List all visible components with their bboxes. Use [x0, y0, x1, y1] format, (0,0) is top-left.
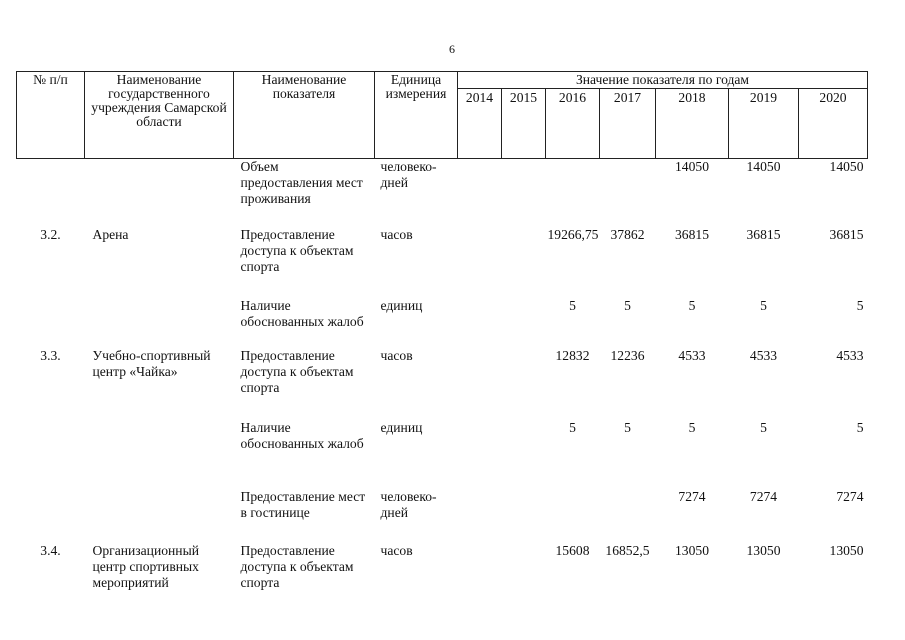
table-row [17, 420, 868, 489]
header-year-2017: 2017 [600, 89, 656, 159]
value-2017: 37862 [610, 226, 645, 242]
value-2019: 36815 [746, 226, 781, 242]
value-2014 [458, 159, 502, 227]
row-unit: единиц [380, 297, 423, 313]
value-2020: 36815 [829, 226, 864, 242]
value-2015 [502, 298, 546, 348]
table-row [17, 227, 868, 298]
row-num [17, 420, 85, 489]
header-year-2016: 2016 [546, 89, 600, 159]
value-2018: 7274 [678, 488, 706, 504]
table-row [17, 489, 868, 543]
row-unit: часов [380, 226, 413, 242]
value-2018: 5 [688, 297, 696, 313]
row-institution: Организационный центр спортивных мероприятий [92, 542, 199, 590]
row-num: 3.4. [40, 542, 61, 558]
value-2016: 5 [569, 419, 576, 435]
value-2019: 5 [760, 297, 767, 313]
value-2017 [600, 159, 656, 227]
header-year-2014: 2014 [458, 89, 502, 159]
value-2015 [502, 348, 546, 420]
header-values-by-year: Значение показателя по годам [458, 72, 868, 89]
value-2020: 4533 [836, 347, 864, 363]
value-2016: 15608 [555, 542, 590, 558]
value-2014 [458, 298, 502, 348]
row-num [17, 489, 85, 543]
value-2015 [502, 227, 546, 298]
table-header [17, 72, 868, 159]
row-indicator: Наличие обоснованных жалоб [240, 419, 364, 451]
row-num [17, 298, 85, 348]
row-institution [85, 298, 234, 348]
row-indicator: Предоставление мест в гостинице [240, 488, 366, 520]
row-institution [85, 489, 234, 543]
value-2018: 4533 [678, 347, 706, 363]
value-2014 [458, 348, 502, 420]
row-num: 3.2. [40, 226, 61, 242]
header-indicator: Наименование показателя [234, 72, 375, 159]
indicators-table [16, 71, 868, 609]
value-2018: 13050 [675, 542, 709, 558]
value-2014 [458, 227, 502, 298]
value-2016: 12832 [555, 347, 590, 363]
value-2014 [458, 543, 502, 609]
row-institution: Учебно-спортивный центр «Чайка» [92, 347, 211, 379]
value-2019: 13050 [746, 542, 781, 558]
value-2020: 13050 [829, 542, 864, 558]
page-number: 6 [449, 42, 455, 56]
value-2016 [546, 159, 600, 227]
value-2020: 5 [856, 419, 864, 435]
value-2018: 5 [688, 419, 696, 435]
header-institution: Наименование государственного учреждения Самарской области [85, 72, 234, 159]
value-2020: 7274 [836, 488, 864, 504]
header-year-2018: 2018 [656, 89, 729, 159]
value-2017: 16852,5 [605, 542, 650, 558]
value-2016 [546, 489, 600, 543]
value-2015 [502, 159, 546, 227]
table-row [17, 298, 868, 348]
value-2017: 5 [624, 419, 631, 435]
value-2014 [458, 420, 502, 489]
row-num [17, 159, 85, 227]
value-2020: 14050 [829, 159, 864, 174]
value-2019: 14050 [746, 159, 781, 174]
table-body [17, 159, 868, 609]
header-unit: Единица измерения [375, 72, 458, 159]
value-2017: 5 [624, 297, 631, 313]
value-2014 [458, 489, 502, 543]
table-row [17, 159, 868, 227]
value-2019: 4533 [749, 347, 778, 363]
row-institution [85, 159, 234, 227]
header-num: № п/п [17, 72, 85, 159]
row-unit: человеко-дней [380, 159, 437, 190]
row-indicator: Предоставление доступа к объектам спорта [240, 226, 354, 274]
row-indicator: Предоставление доступа к объектам спорта [240, 542, 354, 590]
row-unit: единиц [380, 419, 423, 435]
value-2016: 19266,75 [547, 226, 599, 242]
header-year-2019: 2019 [729, 89, 799, 159]
row-institution [85, 420, 234, 489]
row-indicator: Предоставление доступа к объектам спорта [240, 347, 354, 395]
table-row [17, 348, 868, 420]
header-year-2020: 2020 [799, 89, 868, 159]
row-institution: Арена [92, 226, 129, 242]
value-2016: 5 [569, 297, 576, 313]
value-2015 [502, 543, 546, 609]
row-unit: человеко-дней [380, 488, 437, 520]
header-year-2015: 2015 [502, 89, 546, 159]
value-2018: 36815 [675, 226, 709, 242]
row-unit: часов [380, 542, 413, 558]
value-2019: 5 [760, 419, 767, 435]
value-2015 [502, 420, 546, 489]
row-indicator: Объем предоставления мест проживания [240, 159, 363, 206]
table-row [17, 543, 868, 609]
value-2017: 12236 [610, 347, 645, 363]
value-2015 [502, 489, 546, 543]
row-num: 3.3. [40, 347, 61, 363]
row-unit: часов [380, 347, 413, 363]
value-2020: 5 [856, 297, 864, 313]
value-2017 [600, 489, 656, 543]
value-2018: 14050 [675, 159, 709, 174]
value-2019: 7274 [749, 488, 778, 504]
row-indicator: Наличие обоснованных жалоб [240, 297, 364, 329]
